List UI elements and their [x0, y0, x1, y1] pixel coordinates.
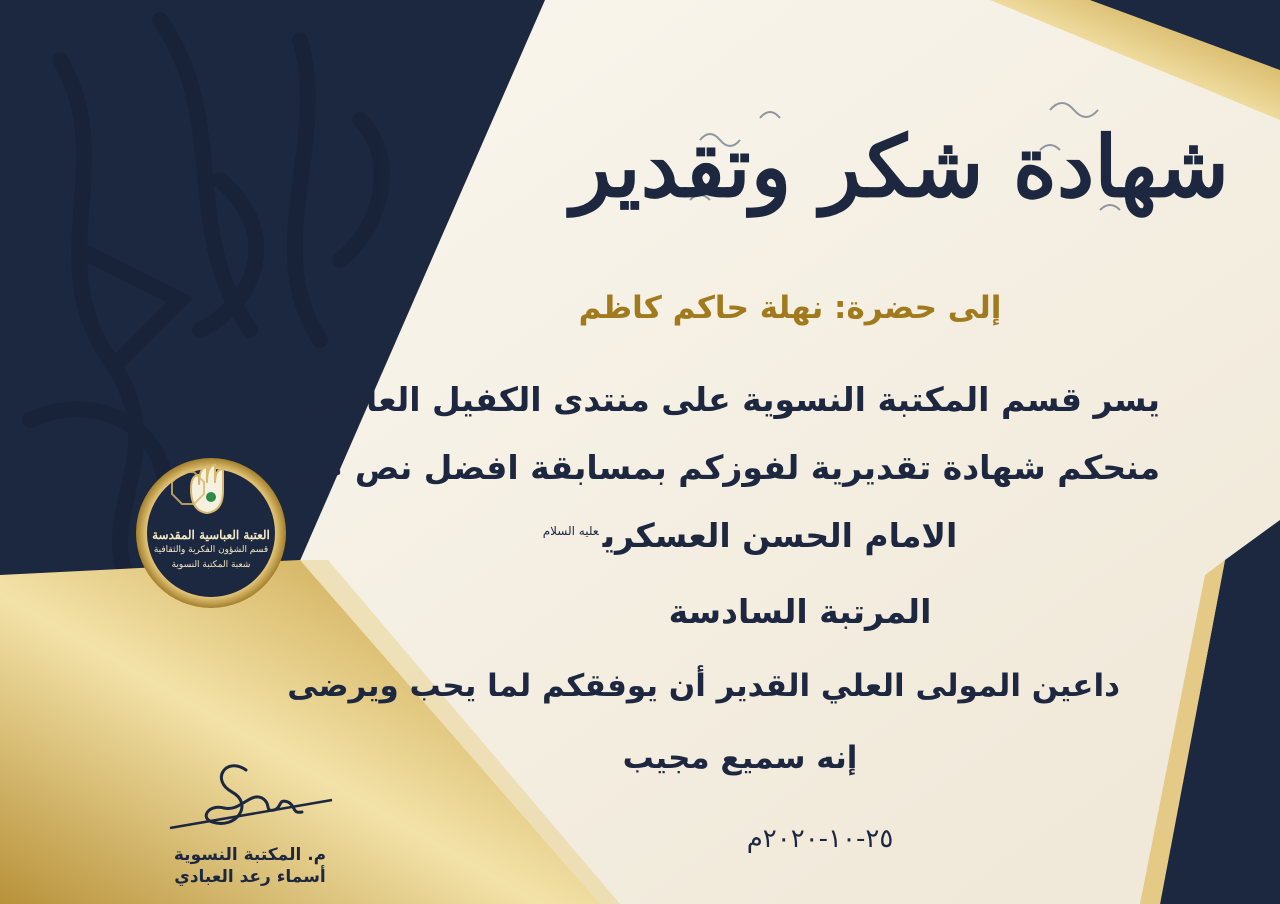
seal-line-2: قسم الشؤون الفكرية والثقافية	[153, 545, 269, 555]
prayer-line-2: إنه سميع مجيب	[622, 740, 858, 776]
signatory-name: أسماء رعد العبادي	[174, 867, 326, 887]
certificate-title-text: شهادة شكر وتقدير	[571, 116, 1229, 216]
imam-name: الامام الحسن العسكري	[602, 516, 958, 555]
signatory-block	[150, 844, 350, 888]
signatory-title: م. المكتبة النسوية	[173, 845, 327, 865]
body-line-3	[340, 516, 1160, 555]
seal-text	[146, 528, 276, 573]
body-line-1: يسر قسم المكتبة النسوية على منتدى الكفيل العالمي	[297, 380, 1160, 419]
seal-line-1: العتبة العباسية المقدسة	[152, 528, 270, 542]
recipient-line: إلى حضرة: نهلة حاكم كاظم	[578, 290, 1002, 326]
signature-mark	[166, 752, 346, 842]
honorific-mark: عليه السلام	[542, 524, 599, 538]
prayer-line-1: داعين المولى العلي القدير أن يوفقكم لما يحب ويرضى	[287, 668, 1120, 704]
seal-line-3: شعبة المكتبة النسوية	[171, 560, 251, 570]
certificate-date: ٢٥-١٠-٢٠٢٠م	[746, 824, 894, 854]
rank-line: المرتبة السادسة	[668, 592, 932, 631]
body-line-2: منحكم شهادة تقديرية لفوزكم بمسابقة افضل نص عن	[291, 448, 1160, 487]
certificate-title	[571, 96, 1229, 236]
